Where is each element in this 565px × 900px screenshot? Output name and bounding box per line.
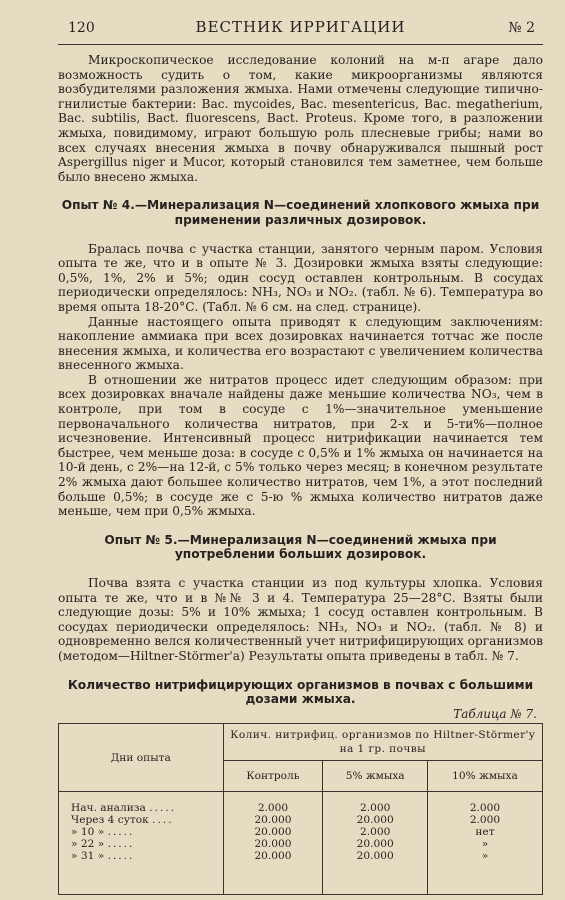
section-4-paragraph-2: Данные настоящего опыта приводят к следующим заключениям: накопление аммиака при всех дозировках начинается тотчас же после внесения жмыха, и количества его возрастают с увеличением количества внесенного жмыха. [58, 314, 543, 373]
5-percent-column [323, 792, 428, 895]
days-column [59, 792, 224, 895]
day-label: » 10 » ..... [71, 826, 135, 839]
section-5-paragraph-1: Почва взята с участка станции из под культуры хлопка. Условия опыта те же, что и в №№ 3 и 4. Температура 25—28°С. Взяты были следующие дозы: 5% и 10% жмыха; 1 сосуд оставлен контрольным. В сосудах периодически определялось: NH₃, NO₃ и NO₂. (табл. № 8) и одновременно велся количественный учет нитрифицирующих организмов (методом—Hiltner-Störmer'a) Результаты опыта приведены в табл. № 7. [58, 576, 543, 663]
day-label: Нач. анализа ..... [71, 802, 177, 815]
table-cell: нет [475, 826, 495, 839]
table-cell: 20.000 [254, 814, 292, 827]
table-cell: 20.000 [356, 850, 394, 863]
table-caption: Таблица № 7. [453, 706, 537, 721]
table-cell: 20.000 [356, 814, 394, 827]
intro-paragraph: Микроскопическое исследование колоний на м-п агаре дало возможность судить о том, какие микроорганизмы являются возбудителями разложения жмыха. Нами отмечены следующие типично-гнилистые бактерии: Bac. mycoides, Bac. mesentericus, Bac. megatherium, Bac. subtilis, Bact. fluorescens, Bact. Proteus. Кроме того, в разложении жмыха, повидимому, играют большую роль плесневые грибы; нами во всех случаях внесения жмыха в почву обнаруживался пышный рост Aspergillus niger и Mucor, который становился тем заметнее, чем больше было внесено жмыха. [58, 53, 543, 184]
page-number: 120 [68, 20, 95, 36]
section-4-heading: Опыт № 4.—Минерализация N—соединений хлопкового жмыха при применении различных дозировок. [61, 198, 540, 227]
nitrifying-organisms-table [58, 723, 543, 895]
table-cell: 2.000 [469, 802, 501, 815]
day-label: Через 4 суток .... [71, 814, 174, 827]
column-header-days: Дни опыта [59, 724, 224, 792]
table-cell: 2.000 [360, 802, 391, 815]
journal-title: ВЕСТНИК ИРРИГАЦИИ [195, 18, 406, 36]
column-header-5-percent: 5% жмыха [323, 761, 428, 792]
table-cell: 2.000 [469, 814, 501, 827]
day-label: » 31 » ..... [71, 850, 135, 863]
column-header-control: Контроль [223, 761, 323, 792]
table-cell: 20.000 [356, 838, 394, 851]
table-title: Количество нитрифицирующих организмов в почвах с большими дозами жмыха. [67, 677, 534, 707]
table-cell: » [481, 850, 489, 863]
column-group-header: Колич. нитрифиц. организмов по Hiltner-Störmer'y на 1 гр. почвы [223, 724, 542, 761]
table-cell: 2.000 [360, 826, 391, 839]
day-label: » 22 » ..... [71, 838, 135, 851]
table-body-row [59, 792, 543, 895]
section-4-paragraph-3: В отношении же нитратов процесс идет следующим образом: при всех дозировках вначале найдены даже меньшие количества NO₃, чем в контроле, при том в сосуде с 1%—значительное уменьшение первоначального количества нитратов, при 2-х и 5-ти%—полное исчезновение. Интенсивный процесс нитрификации начинается тем быстрее, чем меньше доза: в сосуде с 0,5% и 1% жмыха он начинается на 10-й день, с 2%—на 12-й, с 5% только через месяц; в конечном результате 2% жмыха дают большее количество нитратов, чем 1%, а этот последний больше 0,5%; в сосуде же с 5-ю % жмыха количество нитратов даже меньше, чем при 0,5% жмыха. [58, 372, 543, 519]
control-column [223, 792, 323, 895]
section-5-heading: Опыт № 5.—Минерализация N—соединений жмыха при употреблении больших дозировок. [104, 532, 497, 562]
column-header-10-percent: 10% жмыха [427, 761, 542, 792]
table-cell: 20.000 [254, 850, 292, 863]
section-4-paragraph-1: Бралась почва с участка станции, занятого черным паром. Условия опыта те же, что и в опыте № 3. Дозировки жмыха взяты следующие: 0,5%, 1%, 2% и 5%; один сосуд оставлен контрольным. В сосудах периодически определялось: NH₃, NO₃ и NO₂. (табл. № 6). Температура во время опыта 18-20°С. (Табл. № 6 см. на след. странице). [58, 241, 543, 314]
table-cell: » [481, 838, 489, 851]
running-header [58, 18, 543, 45]
issue-number: № 2 [508, 20, 535, 36]
table-cell: 2.000 [257, 802, 289, 815]
10-percent-column [427, 792, 542, 895]
table-cell: 20.000 [254, 826, 292, 839]
table-cell: 20.000 [254, 838, 292, 851]
